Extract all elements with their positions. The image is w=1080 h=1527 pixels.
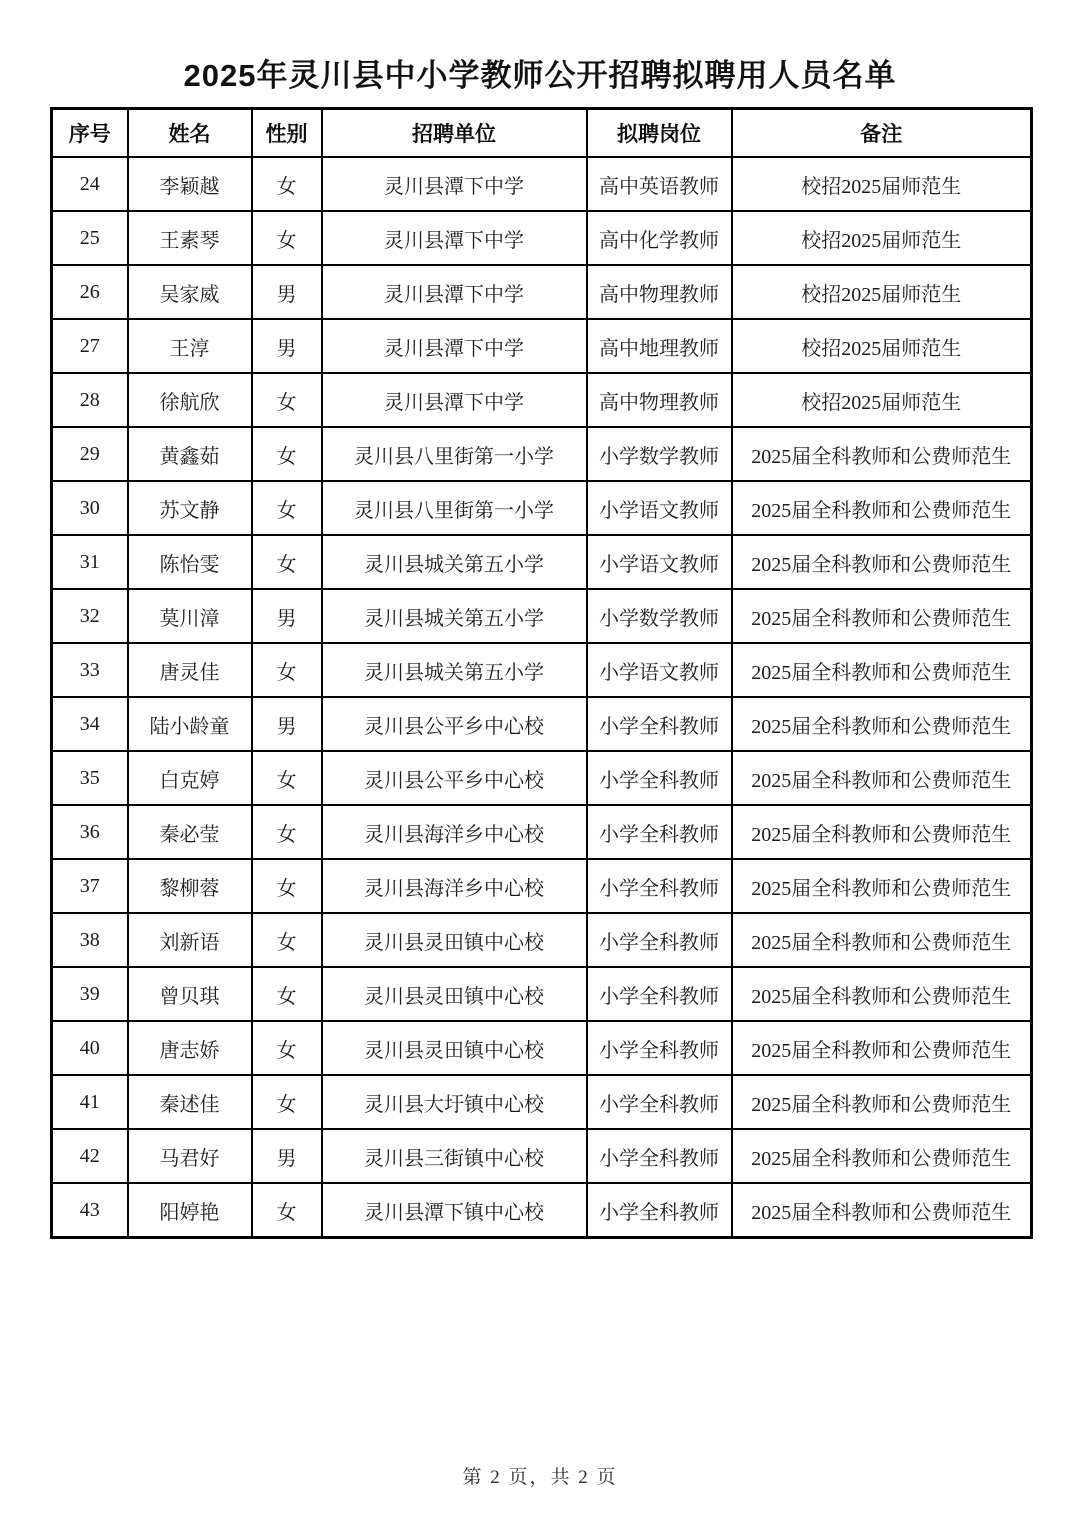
table-cell: 32 — [52, 589, 128, 643]
table-cell: 秦必莹 — [128, 805, 252, 859]
table-cell: 小学全科教师 — [587, 1183, 732, 1238]
table-cell: 小学全科教师 — [587, 1075, 732, 1129]
table-cell: 35 — [52, 751, 128, 805]
table-cell: 王淳 — [128, 319, 252, 373]
table-cell: 灵川县城关第五小学 — [322, 535, 587, 589]
table-cell: 曾贝琪 — [128, 967, 252, 1021]
table-cell: 小学语文教师 — [587, 643, 732, 697]
table-cell: 灵川县三街镇中心校 — [322, 1129, 587, 1183]
table-cell: 校招2025届师范生 — [732, 319, 1032, 373]
header-cell-school: 招聘单位 — [322, 109, 587, 158]
roster-table — [50, 107, 1033, 1239]
table-row — [52, 1183, 1032, 1238]
table-cell: 2025届全科教师和公费师范生 — [732, 427, 1032, 481]
header-cell-gender: 性别 — [252, 109, 322, 158]
table-cell: 高中物理教师 — [587, 373, 732, 427]
table-row — [52, 1129, 1032, 1183]
table-cell: 小学数学教师 — [587, 427, 732, 481]
table-cell: 女 — [252, 913, 322, 967]
table-cell: 女 — [252, 1183, 322, 1238]
table-cell: 女 — [252, 751, 322, 805]
table-cell: 女 — [252, 859, 322, 913]
table-cell: 灵川县八里街第一小学 — [322, 427, 587, 481]
table-cell: 女 — [252, 805, 322, 859]
table-cell: 2025届全科教师和公费师范生 — [732, 1075, 1032, 1129]
table-row — [52, 265, 1032, 319]
header-cell-post: 拟聘岗位 — [587, 109, 732, 158]
table-cell: 灵川县八里街第一小学 — [322, 481, 587, 535]
table-cell: 小学全科教师 — [587, 967, 732, 1021]
table-row — [52, 589, 1032, 643]
table-cell: 阳婷艳 — [128, 1183, 252, 1238]
table-cell: 女 — [252, 157, 322, 211]
table-cell: 小学全科教师 — [587, 1021, 732, 1075]
table-cell: 小学语文教师 — [587, 535, 732, 589]
table-cell: 2025届全科教师和公费师范生 — [732, 535, 1032, 589]
table-cell: 男 — [252, 319, 322, 373]
table-cell: 2025届全科教师和公费师范生 — [732, 913, 1032, 967]
table-cell: 男 — [252, 697, 322, 751]
table-cell: 2025届全科教师和公费师范生 — [732, 859, 1032, 913]
table-cell: 陈怡雯 — [128, 535, 252, 589]
table-cell: 小学语文教师 — [587, 481, 732, 535]
table-cell: 2025届全科教师和公费师范生 — [732, 643, 1032, 697]
table-row — [52, 859, 1032, 913]
page-footer: 第 2 页，共 2 页 — [462, 1467, 618, 1488]
table-cell: 灵川县潭下中学 — [322, 373, 587, 427]
table-cell: 黄鑫茹 — [128, 427, 252, 481]
table-cell: 41 — [52, 1075, 128, 1129]
table-cell: 36 — [52, 805, 128, 859]
table-cell: 女 — [252, 373, 322, 427]
table-cell: 小学全科教师 — [587, 697, 732, 751]
header-cell-no: 序号 — [52, 109, 128, 158]
table-cell: 26 — [52, 265, 128, 319]
table-row — [52, 805, 1032, 859]
table-cell: 男 — [252, 1129, 322, 1183]
table-cell: 高中英语教师 — [587, 157, 732, 211]
table-row — [52, 427, 1032, 481]
table-cell: 女 — [252, 967, 322, 1021]
table-cell: 灵川县潭下中学 — [322, 211, 587, 265]
table-cell: 2025届全科教师和公费师范生 — [732, 1183, 1032, 1238]
table-cell: 刘新语 — [128, 913, 252, 967]
table-row — [52, 157, 1032, 211]
table-cell: 2025届全科教师和公费师范生 — [732, 1129, 1032, 1183]
header-cell-name: 姓名 — [128, 109, 252, 158]
table-cell: 校招2025届师范生 — [732, 157, 1032, 211]
table-cell: 25 — [52, 211, 128, 265]
table-cell: 男 — [252, 589, 322, 643]
table-cell: 唐灵佳 — [128, 643, 252, 697]
table-cell: 小学全科教师 — [587, 751, 732, 805]
table-row — [52, 211, 1032, 265]
table-row — [52, 913, 1032, 967]
table-cell: 33 — [52, 643, 128, 697]
table-cell: 女 — [252, 1021, 322, 1075]
header-cell-remark: 备注 — [732, 109, 1032, 158]
table-row — [52, 373, 1032, 427]
table-cell: 灵川县潭下镇中心校 — [322, 1183, 587, 1238]
table-cell: 40 — [52, 1021, 128, 1075]
table-row — [52, 535, 1032, 589]
table-cell: 女 — [252, 535, 322, 589]
table-cell: 马君好 — [128, 1129, 252, 1183]
table-cell: 女 — [252, 211, 322, 265]
table-cell: 陆小龄童 — [128, 697, 252, 751]
table-cell: 灵川县灵田镇中心校 — [322, 913, 587, 967]
table-cell: 白克婷 — [128, 751, 252, 805]
table-cell: 苏文静 — [128, 481, 252, 535]
table-cell: 女 — [252, 1075, 322, 1129]
table-cell: 2025届全科教师和公费师范生 — [732, 1021, 1032, 1075]
table-cell: 校招2025届师范生 — [732, 373, 1032, 427]
table-cell: 灵川县城关第五小学 — [322, 589, 587, 643]
table-cell: 37 — [52, 859, 128, 913]
table-cell: 24 — [52, 157, 128, 211]
table-cell: 42 — [52, 1129, 128, 1183]
table-cell: 灵川县潭下中学 — [322, 157, 587, 211]
table-cell: 校招2025届师范生 — [732, 211, 1032, 265]
table-cell: 31 — [52, 535, 128, 589]
table-cell: 灵川县灵田镇中心校 — [322, 967, 587, 1021]
table-cell: 灵川县公平乡中心校 — [322, 697, 587, 751]
table-cell: 高中化学教师 — [587, 211, 732, 265]
table-row — [52, 481, 1032, 535]
table-row — [52, 643, 1032, 697]
table-cell: 38 — [52, 913, 128, 967]
table-cell: 女 — [252, 643, 322, 697]
table-cell: 秦述佳 — [128, 1075, 252, 1129]
table-cell: 唐志娇 — [128, 1021, 252, 1075]
table-row — [52, 751, 1032, 805]
table-cell: 灵川县潭下中学 — [322, 319, 587, 373]
table-cell: 徐航欣 — [128, 373, 252, 427]
header-row — [52, 109, 1032, 158]
table-header — [52, 109, 1032, 158]
table-cell: 女 — [252, 481, 322, 535]
table-cell: 灵川县公平乡中心校 — [322, 751, 587, 805]
table-cell: 高中地理教师 — [587, 319, 732, 373]
table-cell: 高中物理教师 — [587, 265, 732, 319]
table-cell: 灵川县海洋乡中心校 — [322, 859, 587, 913]
table-cell: 灵川县大圩镇中心校 — [322, 1075, 587, 1129]
table-cell: 2025届全科教师和公费师范生 — [732, 751, 1032, 805]
table-cell: 28 — [52, 373, 128, 427]
table-cell: 30 — [52, 481, 128, 535]
table-row — [52, 319, 1032, 373]
table-row — [52, 967, 1032, 1021]
table-cell: 43 — [52, 1183, 128, 1238]
table-cell: 莫川漳 — [128, 589, 252, 643]
table-cell: 2025届全科教师和公费师范生 — [732, 805, 1032, 859]
table-cell: 女 — [252, 427, 322, 481]
table-cell: 2025届全科教师和公费师范生 — [732, 481, 1032, 535]
table-cell: 2025届全科教师和公费师范生 — [732, 589, 1032, 643]
page-title: 2025年灵川县中小学教师公开招聘拟聘用人员名单 — [183, 58, 897, 93]
table-cell: 29 — [52, 427, 128, 481]
table-cell: 王素琴 — [128, 211, 252, 265]
table-cell: 灵川县潭下中学 — [322, 265, 587, 319]
table-cell: 2025届全科教师和公费师范生 — [732, 697, 1032, 751]
table-cell: 吴家威 — [128, 265, 252, 319]
table-cell: 小学数学教师 — [587, 589, 732, 643]
table-cell: 27 — [52, 319, 128, 373]
table-cell: 灵川县海洋乡中心校 — [322, 805, 587, 859]
table-cell: 小学全科教师 — [587, 859, 732, 913]
table-cell: 小学全科教师 — [587, 913, 732, 967]
table-cell: 黎柳蓉 — [128, 859, 252, 913]
table-cell: 小学全科教师 — [587, 805, 732, 859]
table-row — [52, 1075, 1032, 1129]
table-cell: 34 — [52, 697, 128, 751]
table-cell: 小学全科教师 — [587, 1129, 732, 1183]
table-cell: 灵川县灵田镇中心校 — [322, 1021, 587, 1075]
table-body — [52, 157, 1032, 1238]
table-cell: 灵川县城关第五小学 — [322, 643, 587, 697]
table-cell: 李颖越 — [128, 157, 252, 211]
table-cell: 39 — [52, 967, 128, 1021]
table-cell: 男 — [252, 265, 322, 319]
table-cell: 2025届全科教师和公费师范生 — [732, 967, 1032, 1021]
table-row — [52, 1021, 1032, 1075]
table-row — [52, 697, 1032, 751]
table-cell: 校招2025届师范生 — [732, 265, 1032, 319]
